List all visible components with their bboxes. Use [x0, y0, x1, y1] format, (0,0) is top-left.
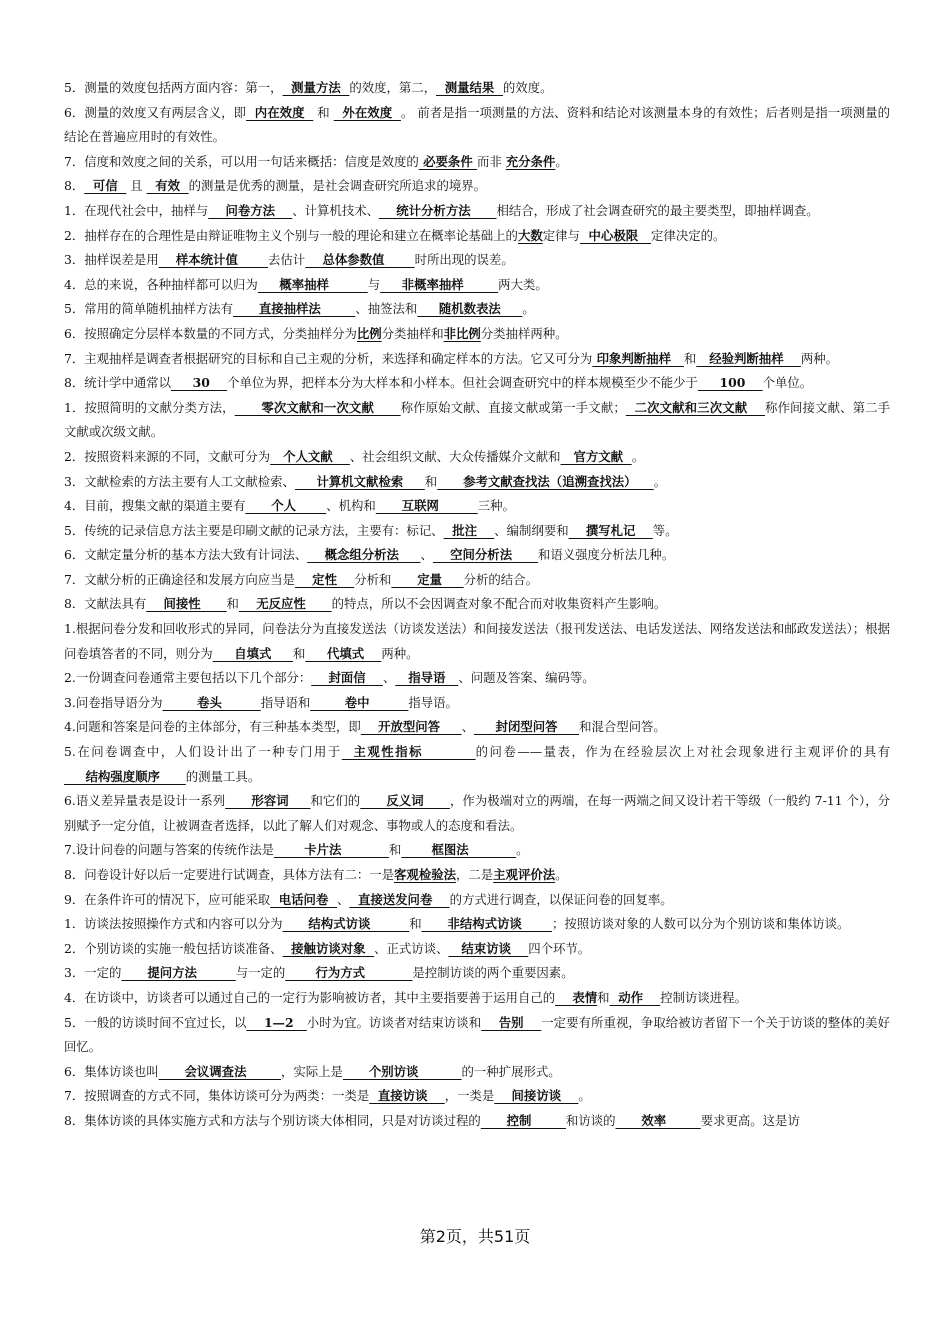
answer-blank: 中心极限 — [579, 227, 652, 243]
answer-blank: 代填式 — [305, 645, 382, 661]
question-text: 、编制纲要和 — [494, 522, 569, 538]
question-text: ；按照访谈对象的人数可以分为个别访谈和集体访谈。 — [552, 916, 850, 932]
question-text: 与 — [367, 276, 381, 292]
paragraph — [64, 1011, 890, 1060]
paragraph — [64, 986, 890, 1011]
question-text: 3．文献检索的方法主要有人工文献检索、 — [64, 473, 295, 489]
answer-blank: 告别 — [481, 1014, 542, 1030]
answer-blank: 结构强度顺序 — [64, 768, 186, 784]
question-text: 、抽签法和 — [355, 301, 418, 317]
question-text: 。 — [555, 867, 568, 882]
question-text: 、 — [336, 891, 350, 907]
question-text: 称作原始文献、直接文献或第一手文献； — [400, 399, 626, 415]
answer-blank: 100 — [697, 375, 763, 391]
question-text: 。 — [578, 1088, 591, 1104]
paragraph — [64, 297, 890, 322]
question-text: 2．个别访谈的实施一般包括访谈准备、 — [64, 940, 283, 956]
answer-blank: 主观性指标 — [341, 744, 476, 760]
document-body — [64, 76, 890, 1134]
answer-blank: 撰写札记 — [568, 522, 653, 538]
question-text: 5．测量的效度包括两方面内容：第一， — [64, 80, 283, 95]
question-text: 3．抽样误差是用 — [64, 252, 159, 268]
answer-blank: 封面信 — [311, 670, 383, 686]
answer-blank: 非概率抽样 — [380, 276, 499, 292]
answer-blank: 30 — [171, 375, 228, 391]
answer-blank: 二次文献和三次文献 — [625, 399, 765, 415]
answer-blank: 卷头 — [162, 694, 261, 710]
question-text: 的测量工具。 — [185, 768, 261, 784]
answer-blank: 卡片法 — [274, 842, 389, 858]
question-text: 指导语。 — [408, 694, 458, 710]
paragraph — [64, 470, 890, 495]
paragraph — [64, 76, 890, 101]
question-text: 4．总的来说，各种抽样都可以归为 — [64, 276, 258, 292]
question-text: 4．目前，搜集文献的渠道主要有 — [64, 498, 246, 514]
question-text: 1．在现代社会中，抽样与 — [64, 202, 209, 218]
answer-blank: 反义词 — [360, 793, 450, 809]
question-text: 分类抽样两种。 — [480, 325, 568, 341]
question-text: 三种。 — [477, 498, 515, 514]
question-text: 的效度。 — [502, 80, 553, 95]
answer-blank: 经验判断抽样 — [696, 350, 801, 366]
paragraph — [64, 322, 890, 347]
question-text: 和 — [683, 350, 697, 366]
page-number: 第2页，共51页 — [419, 1227, 531, 1246]
answer-blank: 会议调查法 — [158, 1063, 281, 1079]
answer-blank: 计算机文献检索 — [294, 473, 425, 489]
question-text: 和访谈的 — [565, 1112, 616, 1128]
question-text: 5．传统的记录信息方法主要是印刷文献的记录方法，主要有：标记、 — [64, 522, 444, 538]
paragraph — [64, 912, 890, 937]
question-text: 和 — [597, 989, 610, 1005]
answer-blank: 客观检验法 — [394, 867, 456, 882]
question-text: 、计算机技术、 — [292, 202, 379, 218]
answer-blank: 卷中 — [310, 694, 409, 710]
paragraph — [64, 617, 890, 666]
answer-blank: 自填式 — [212, 645, 293, 661]
answer-blank: 充分条件 — [505, 153, 556, 169]
paragraph — [64, 1084, 890, 1109]
question-text: 7．按照调查的方式不同，集体访谈可分为两类：一类是 — [64, 1088, 370, 1104]
question-text: 、 — [420, 547, 433, 563]
answer-blank: 框图法 — [401, 842, 517, 858]
question-text: 一定要有所重视，争取给被访者留下一个关于访谈的整体的美好回忆。 — [64, 1014, 891, 1055]
paragraph — [64, 273, 890, 298]
answer-blank: 行为方式 — [285, 965, 413, 981]
question-text: 8．问卷设计好以后一定要进行试调查，具体方法有二：一是 — [64, 867, 395, 882]
question-text: 8． — [64, 178, 85, 194]
question-text: 控制访谈进程。 — [660, 989, 747, 1005]
question-text: 5.在问卷调查中，人们设计出了一种专门用于 — [64, 744, 342, 760]
paragraph — [64, 1060, 890, 1085]
answer-blank: 互联网 — [375, 498, 478, 514]
question-text: 、机构和 — [326, 498, 376, 514]
answer-blank: 封闭型问答 — [473, 719, 580, 735]
question-text: 6．测量的效度又有两层含义，即 — [64, 104, 247, 120]
question-text: 2.一份调查问卷通常主要包括以下几个部分： — [64, 670, 312, 686]
answer-blank: 零次文献和一次文献 — [234, 399, 401, 415]
answer-blank: 1—2 — [246, 1014, 307, 1030]
paragraph — [64, 1109, 890, 1134]
question-text: 的测量是优秀的测量，是社会调查研究所追求的境界。 — [188, 178, 487, 194]
question-text: 且 — [126, 178, 147, 194]
question-text: 的问卷——量表，作为在经验层次上对社会现象进行主观评价的具有 — [475, 744, 891, 760]
question-text: 5．一般的访谈时间不宜过长，以 — [64, 1014, 247, 1030]
answer-blank: 印象判断抽样 — [592, 350, 684, 366]
answer-blank: 间接性 — [146, 596, 227, 612]
question-text: 、正式访谈、 — [374, 940, 449, 956]
paragraph — [64, 789, 890, 838]
question-text: 个单位。 — [762, 375, 813, 391]
answer-blank: 概率抽样 — [257, 276, 368, 292]
answer-blank: 空间分析法 — [432, 547, 538, 563]
question-text: 与一定的 — [235, 965, 286, 981]
question-text: 和混合型问答。 — [579, 719, 666, 735]
answer-blank: 个人 — [245, 498, 327, 514]
question-text: 要求更高。这是访 — [700, 1112, 800, 1128]
answer-blank: 个人文献 — [270, 448, 350, 464]
answer-blank: 测量结果 — [436, 80, 503, 95]
paragraph — [64, 691, 890, 716]
answer-blank: 动作 — [609, 989, 661, 1005]
question-text: 、社会组织文献、大众传播媒介文献和 — [349, 448, 561, 464]
question-text: ，实际上是 — [280, 1063, 343, 1079]
answer-blank: 官方文献 — [560, 448, 632, 464]
answer-blank: 可信 — [84, 178, 127, 194]
paragraph — [64, 347, 890, 372]
question-text: 9．在条件许可的情况下，应可能采取 — [64, 891, 271, 907]
question-text: 两种。 — [381, 645, 419, 661]
question-text: 和 — [293, 645, 306, 661]
question-text: 和 — [388, 842, 402, 858]
paragraph — [64, 592, 890, 617]
answer-blank: 比例 — [356, 325, 382, 341]
question-text: 小时为宜。访谈者对结束访谈和 — [306, 1014, 482, 1030]
question-text: 。 — [555, 153, 568, 169]
answer-blank: 批注 — [443, 522, 495, 538]
question-text: 1．按照简明的文献分类方法， — [64, 399, 235, 415]
question-text: 、 — [382, 670, 396, 686]
question-text: 个单位为界，把样本分为大样本和小样本。但社会调查研究中的样本规模至少不能少于 — [227, 375, 698, 391]
question-text: 分类抽样和 — [381, 325, 444, 341]
question-text: 的特点，所以不会因调查对象不配合而对收集资料产生影响。 — [331, 596, 667, 612]
question-text: 两大类。 — [498, 276, 548, 292]
question-text: 2．抽样存在的合理性是由辩证唯物主义个别与一般的理论和建立在概率论基础上的 — [64, 227, 518, 243]
paragraph — [64, 838, 890, 863]
question-text: 两种。 — [800, 350, 839, 366]
question-text: 4．在访谈中，访谈者可以通过自己的一定行为影响被访者，其中主要指要善于运用自己的 — [64, 989, 556, 1005]
paragraph — [64, 519, 890, 544]
paragraph — [64, 248, 890, 273]
question-text: 。 — [631, 448, 645, 464]
paragraph — [64, 101, 890, 150]
answer-blank: 直接访谈 — [369, 1088, 445, 1104]
paragraph — [64, 543, 890, 568]
answer-blank: 提问方法 — [121, 965, 236, 981]
answer-blank: 概念组分析法 — [307, 547, 421, 563]
question-text: 6.语义差异量表是设计一系列 — [64, 793, 226, 809]
question-text: 和 — [226, 596, 239, 612]
question-text: 1．访谈法按照操作方式和内容可以分为 — [64, 916, 283, 932]
paragraph — [64, 888, 890, 913]
paragraph — [64, 937, 890, 962]
paragraph — [64, 961, 890, 986]
answer-blank: 测量方法 — [282, 80, 350, 95]
answer-blank: 问卷方法 — [208, 202, 293, 218]
answer-blank: 个别访谈 — [342, 1063, 462, 1079]
answer-blank: 表情 — [555, 989, 598, 1005]
answer-blank: 开放型问答 — [360, 719, 462, 735]
question-text: ，二是 — [456, 867, 494, 882]
question-text: 的效度，第二， — [349, 80, 437, 95]
answer-blank: 接触访谈对象 — [282, 940, 375, 956]
question-text: 6．文献定量分析的基本方法大致有计词法、 — [64, 547, 308, 563]
question-text: 四个环节。 — [528, 940, 591, 956]
answer-blank: 有效 — [146, 178, 189, 194]
question-text: 和语义强度分析法几种。 — [537, 547, 675, 563]
answer-blank: 参考文献查找法（追溯查找法） — [437, 473, 654, 489]
question-text: 7．信度和效度之间的关系，可以用一句话来概括：信度是效度的 — [64, 153, 419, 169]
answer-blank: 结构式访谈 — [282, 916, 410, 932]
answer-blank: 随机数表法 — [417, 301, 523, 317]
answer-blank: 指导语 — [395, 670, 459, 686]
paragraph — [64, 715, 890, 740]
question-text: 去估计 — [268, 252, 306, 268]
question-text: 和 — [313, 104, 334, 120]
answer-blank: 控制 — [480, 1112, 566, 1128]
question-text: 2．按照资料来源的不同，文献可分为 — [64, 448, 271, 464]
question-text: 。 — [516, 842, 529, 858]
question-text: 而非 — [477, 153, 506, 169]
question-text: 、 — [461, 719, 474, 735]
answer-blank: 直接送发问卷 — [349, 891, 450, 907]
answer-blank: 电话问卷 — [270, 891, 337, 907]
question-text: 3．一定的 — [64, 965, 122, 981]
answer-blank: 大数 — [517, 227, 543, 243]
paragraph — [64, 740, 890, 789]
paragraph — [64, 494, 890, 519]
paragraph — [64, 445, 890, 470]
question-text: 7．文献分析的正确途径和发展方向应当是 — [64, 571, 295, 587]
answer-blank: 非比例 — [443, 325, 481, 341]
answer-blank: 定性 — [294, 571, 355, 587]
paragraph — [64, 174, 890, 199]
question-text: 是控制访谈的两个重要因素。 — [412, 965, 574, 981]
answer-blank: 样本统计值 — [158, 252, 269, 268]
question-text: 分析的结合。 — [463, 571, 538, 587]
answer-blank: 结束访谈 — [448, 940, 529, 956]
paragraph — [64, 863, 890, 888]
answer-blank: 直接抽样法 — [232, 301, 356, 317]
paragraph — [64, 396, 890, 445]
answer-blank: 效率 — [615, 1112, 701, 1128]
question-text: 7.设计问卷的问题与答案的传统作法是 — [64, 842, 275, 858]
paragraph — [64, 371, 890, 396]
paragraph — [64, 224, 890, 249]
question-text: 8．文献法具有 — [64, 596, 147, 612]
question-text: 3.问卷指导语分为 — [64, 694, 163, 710]
question-text: ，一类是 — [444, 1088, 495, 1104]
answer-blank: 形容词 — [225, 793, 311, 809]
answer-blank: 外在效度 — [333, 104, 401, 120]
answer-blank: 无反应性 — [238, 596, 332, 612]
question-text: 和 — [409, 916, 422, 932]
question-text: 指导语和 — [260, 694, 311, 710]
question-text: 8．统计学中通常以 — [64, 375, 172, 391]
answer-blank: 定量 — [391, 571, 464, 587]
answer-blank: 非结构式访谈 — [421, 916, 553, 932]
question-text: 的方式进行调查，以保证问卷的回复率。 — [449, 891, 673, 907]
question-text: 。 — [653, 473, 667, 489]
question-text: 7．主观抽样是调查者根据研究的目标和自己主观的分析，来选择和确定样本的方法。它又可分为 — [64, 350, 593, 366]
question-text: 分析和 — [354, 571, 392, 587]
question-text: 6．按照确定分层样本数量的不同方式，分类抽样分为 — [64, 325, 357, 341]
question-text: 、问题及答案、编码等。 — [458, 670, 595, 686]
answer-blank: 内在效度 — [246, 104, 314, 120]
question-text: 的一种扩展形式。 — [461, 1063, 561, 1079]
question-text: 和 — [424, 473, 438, 489]
paragraph — [64, 199, 890, 224]
question-text: ，作为极端对立的两端，在每一两端之间又设计若干等级（一般约 7-11 个），分别赋予一定分值，让被调查者选择，以此了解人们对观念、事物或人的态度和看法。 — [64, 793, 891, 833]
question-text: 定律决定的。 — [651, 227, 726, 243]
question-text: 6．集体访谈也叫 — [64, 1063, 159, 1079]
question-text: 。 — [522, 301, 535, 317]
answer-blank: 必要条件 — [418, 153, 478, 169]
question-text: 5．常用的简单随机抽样方法有 — [64, 301, 233, 317]
question-text: 。 前者是指一项测量的方法、资料和结论对该测量本身的有效性；后者则是指一项测量的结论在普遍应用时的有效性。 — [64, 104, 890, 145]
question-text: 和它们的 — [310, 793, 361, 809]
question-text: 相结合，形成了社会调查研究的最主要类型，即抽样调查。 — [496, 202, 819, 218]
answer-blank: 主观评价法 — [493, 867, 556, 882]
paragraph — [64, 150, 890, 175]
question-text: 称作间接文献、第二手文献或次级文献。 — [64, 399, 891, 440]
paragraph — [64, 666, 890, 691]
question-text: 8．集体访谈的具体实施方式和方法与个别访谈大体相同，只是对访谈过程的 — [64, 1112, 481, 1128]
question-text: 4.问题和答案是问卷的主体部分，有三种基本类型，即 — [64, 719, 361, 735]
answer-blank: 统计分析方法 — [379, 202, 497, 218]
question-text: 1.根据问卷分发和回收形式的异同，问卷法分为直接发送法（访谈发送法）和间接发送法（报刊发送法、电话发送法、网络发送法和邮政发送法）；根据问卷填答者的不同，则分为 — [64, 621, 890, 661]
answer-blank: 间接访谈 — [494, 1088, 579, 1104]
question-text: 等。 — [652, 522, 678, 538]
question-text: 时所出现的误差。 — [414, 252, 514, 268]
question-text: 定律与 — [542, 227, 580, 243]
paragraph — [64, 568, 890, 593]
answer-blank: 总体参数值 — [305, 252, 415, 268]
